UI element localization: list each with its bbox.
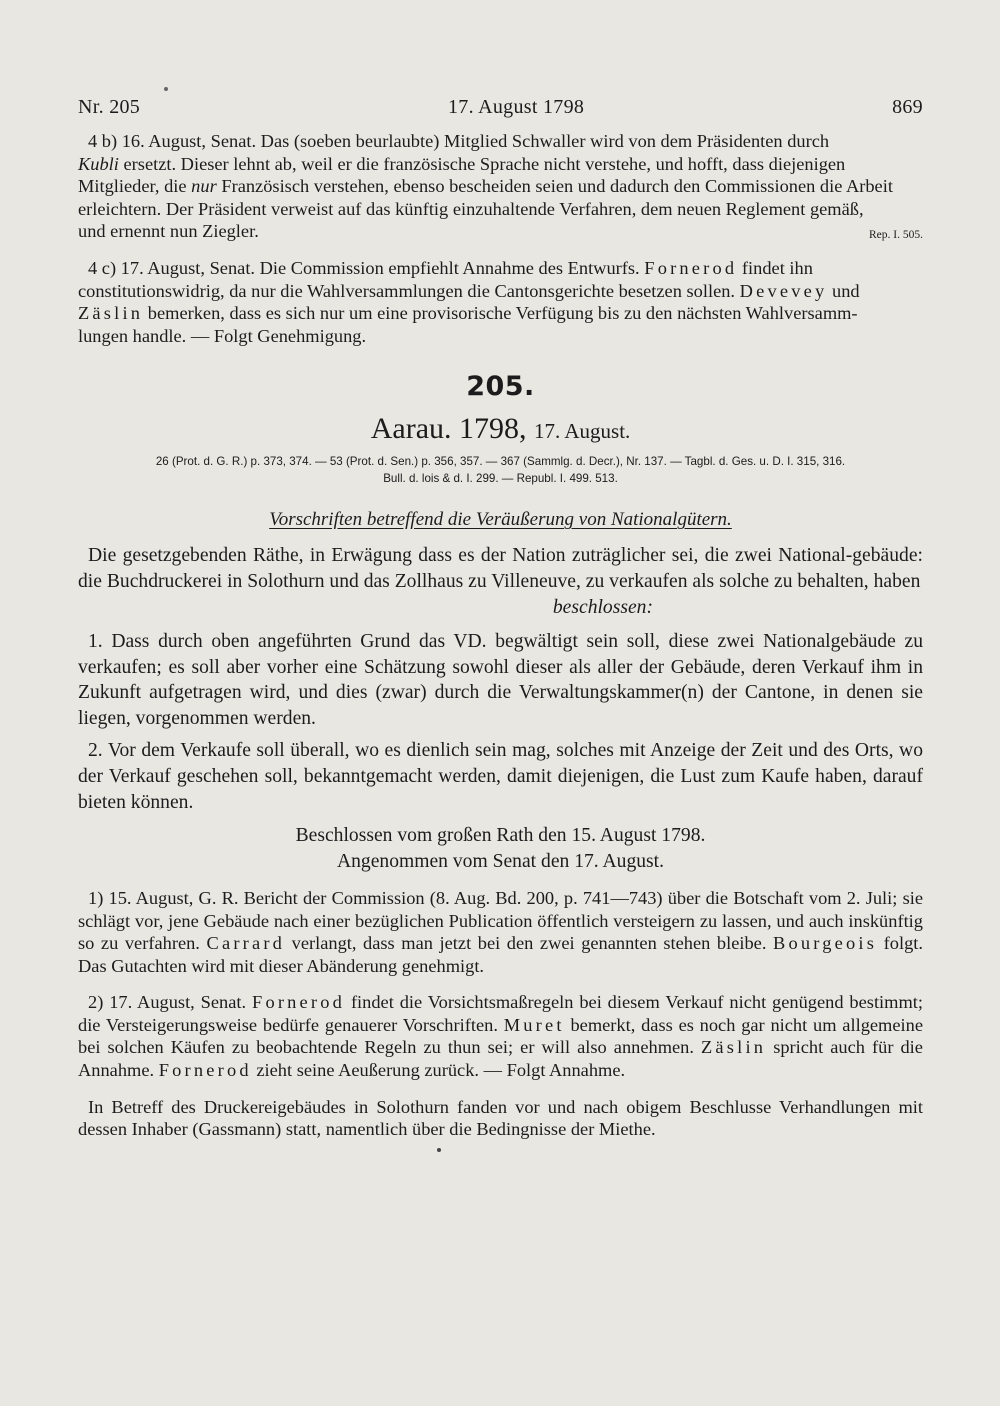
article-1-text: 1. Dass durch oben angeführten Grund das VD. begwältigt sein soll, diese zwei Nationalgebäude zu verkaufen; es soll aber vorher eine Schätzung sowohl dieser als aller der Gebäude, deren Verkauf ihm in Zukunft aufgetragen wird, und dies (zwar) durch die Verwaltungskammer(n) der Cantone, in denen sie liegen, vorgenommen werden. xyxy=(78,630,923,730)
note-4b-line3-lead: Mitglieder, die xyxy=(78,176,187,197)
document-place-date xyxy=(78,410,923,450)
ref-rep: Rep. I. 505. xyxy=(869,229,923,242)
note-4b-line4: erleichtern. Der Präsident verweist auf das künftig einzuhaltende Verfahren, dem neuen Reglement gemäß, xyxy=(78,198,864,219)
note-4c-line1-end: findet ihn xyxy=(741,257,813,278)
source-references xyxy=(78,454,923,487)
note-4c-line3 xyxy=(78,302,923,325)
note-1 xyxy=(78,887,923,977)
name-fornerod-2: Fornerod xyxy=(252,992,346,1013)
note-1-part-a: 1) 15. August, G. R. Bericht der Commission (8. Aug. Bd. 200, p. 741—743) über die Botschaft vom 2. Juli; sie schlägt vor, jene Gebäude nach einer bezüglichen Publication öffentlich versteigern zu lassen, und auch inskünftig so zu verfahren. xyxy=(78,887,923,954)
page-body xyxy=(78,130,923,1141)
note-2-part-d: spricht auch für die Annahme. xyxy=(78,1037,923,1081)
name-kubli: Kubli xyxy=(78,153,119,174)
decree-article-1 xyxy=(78,629,923,732)
name-fornerod-3: Fornerod xyxy=(158,1060,252,1081)
closing-gr: Beschlossen vom großen Rath den 15. August 1798. xyxy=(295,825,706,847)
note-1-text xyxy=(78,887,923,977)
note-4c-line2-text: constitutionswidrig, da nur die Wahlversammlungen die Cantonsgerichte besetzen sollen. xyxy=(78,280,736,301)
note-2-part-e: zieht seine Aeußerung zurück. — Folgt Annahme. xyxy=(256,1060,626,1081)
note-4c-line1 xyxy=(78,257,923,280)
word-und: und xyxy=(832,280,860,301)
print-speck xyxy=(164,87,168,91)
note-4b-line5 xyxy=(78,220,923,243)
note-4b-line2-text: ersetzt. Dieser lehnt ab, weil er die französische Sprache nicht verstehe, und hofft, dass diejenigen xyxy=(123,153,846,174)
note-4c-line3-text: bemerken, dass es sich nur um eine provisorische Verfügung bis zu den nächsten Wahlversamm- xyxy=(147,303,858,324)
note-2-part-c: bemerkt, dass es noch gar nicht um allgemeine bei solchen Käufen zu beobachtende Regeln zu thun sei; er will also annehmen. xyxy=(78,1014,923,1058)
note-3-text: In Betreff des Druckereigebäudes in Solothurn fanden vor und nach obigem Beschlusse Verhandlungen mit dessen Inhaber (Gassmann) statt, namentlich über die Bedingnisse der Miethe. xyxy=(78,1096,923,1140)
decree-intro xyxy=(78,543,923,595)
running-header xyxy=(78,96,923,119)
document-year: 1798, xyxy=(459,412,527,446)
note-2-part-a: 2) 17. August, Senat. xyxy=(88,992,247,1013)
name-zaslin-2: Zäslin xyxy=(700,1037,767,1058)
name-zaslin: Zäslin xyxy=(78,303,144,324)
header-page-number: 869 xyxy=(892,96,923,118)
document-title: Vorschriften betreffend die Veräußerung von Nationalgütern. xyxy=(269,509,732,531)
note-1-part-c: folgt. Das Gutachten wird mit dieser Abänderung genehmigt. xyxy=(78,933,923,976)
name-muret: Muret xyxy=(503,1014,565,1035)
document-number: 205. xyxy=(466,371,535,403)
header-date: 17. August 1798 xyxy=(448,96,585,118)
name-carrard: Carrard xyxy=(206,933,286,954)
note-2-part-b: findet die Vorsichtsmaßregeln bei diesem Verkauf nicht genügend bestimmt; die Versteigerungsweise bedürfe genauerer Vorschriften. xyxy=(78,992,923,1035)
note-2-text xyxy=(78,991,923,1081)
header-doc-number: Nr. 205 xyxy=(78,96,141,118)
sources-line2: Bull. d. lois & d. I. 299. — Republ. I. 499. 513. xyxy=(383,471,618,485)
note-4b xyxy=(78,130,923,243)
note-2 xyxy=(78,991,923,1081)
note-4b-line1: 4 b) 16. August, Senat. Das (soeben beurlaubte) Mitglied Schwaller wird von dem Präsidenten durch xyxy=(88,131,830,151)
note-4c-line1-text: 4 c) 17. August, Senat. Die Commission empfiehlt Annahme des Entwurfs. xyxy=(88,257,640,278)
name-devevey: Devevey xyxy=(739,280,828,301)
note-4c xyxy=(78,257,923,347)
margin-dot xyxy=(437,1148,441,1152)
decree-intro-text: Die gesetzgebenden Räthe, in Erwägung dass es der Nation zuträglicher sei, die zwei National-gebäude: die Buchdruckerei in Solothurn und das Zollhaus zu Villeneuve, zu verkaufen als solche zu behalten, haben xyxy=(78,545,923,593)
sources-line1: 26 (Prot. d. G. R.) p. 373, 374. — 53 (Prot. d. Sen.) p. 356, 357. — 367 (Sammlg. d. Decr.), Nr. 137. — Tagbl. d. Ges. u. D. I. 315, 316. xyxy=(155,455,846,469)
name-bourgeois: Bourgeois xyxy=(773,933,878,954)
note-1-part-b: verlangt, dass man jetzt bei den zwei genannten stehen bleibe. xyxy=(291,933,767,954)
note-4b-line2 xyxy=(78,153,923,176)
note-4c-line4: lungen handle. — Folgt Genehmigung. xyxy=(78,325,367,346)
note-3 xyxy=(78,1096,923,1141)
document-place: Aarau. xyxy=(370,412,452,446)
decree-beschlossen: beschlossen: xyxy=(552,596,653,618)
note-4b-line3-text: Französisch verstehen, ebenso bescheiden seien und dadurch den Commissionen die Arbeit xyxy=(221,176,893,197)
decree-article-2 xyxy=(78,738,923,815)
word-nur: nur xyxy=(191,176,217,197)
closing-senat: Angenommen vom Senat den 17. August. xyxy=(336,851,665,873)
note-4b-line5-text: und ernennt nun Ziegler. xyxy=(78,221,259,242)
name-fornerod: Fornerod xyxy=(644,257,738,278)
document-date: 17. August. xyxy=(534,419,631,444)
article-2-text: 2. Vor dem Verkaufe soll überall, wo es dienlich sein mag, solches mit Anzeige der Zeit und des Orts, wo der Verkauf geschehen soll, bekanntgemacht werden, damit diejenigen, die Lust zum Kaufe haben, darauf bieten können. xyxy=(78,739,923,813)
note-4c-line2 xyxy=(78,280,923,303)
note-4b-line3 xyxy=(78,175,923,198)
